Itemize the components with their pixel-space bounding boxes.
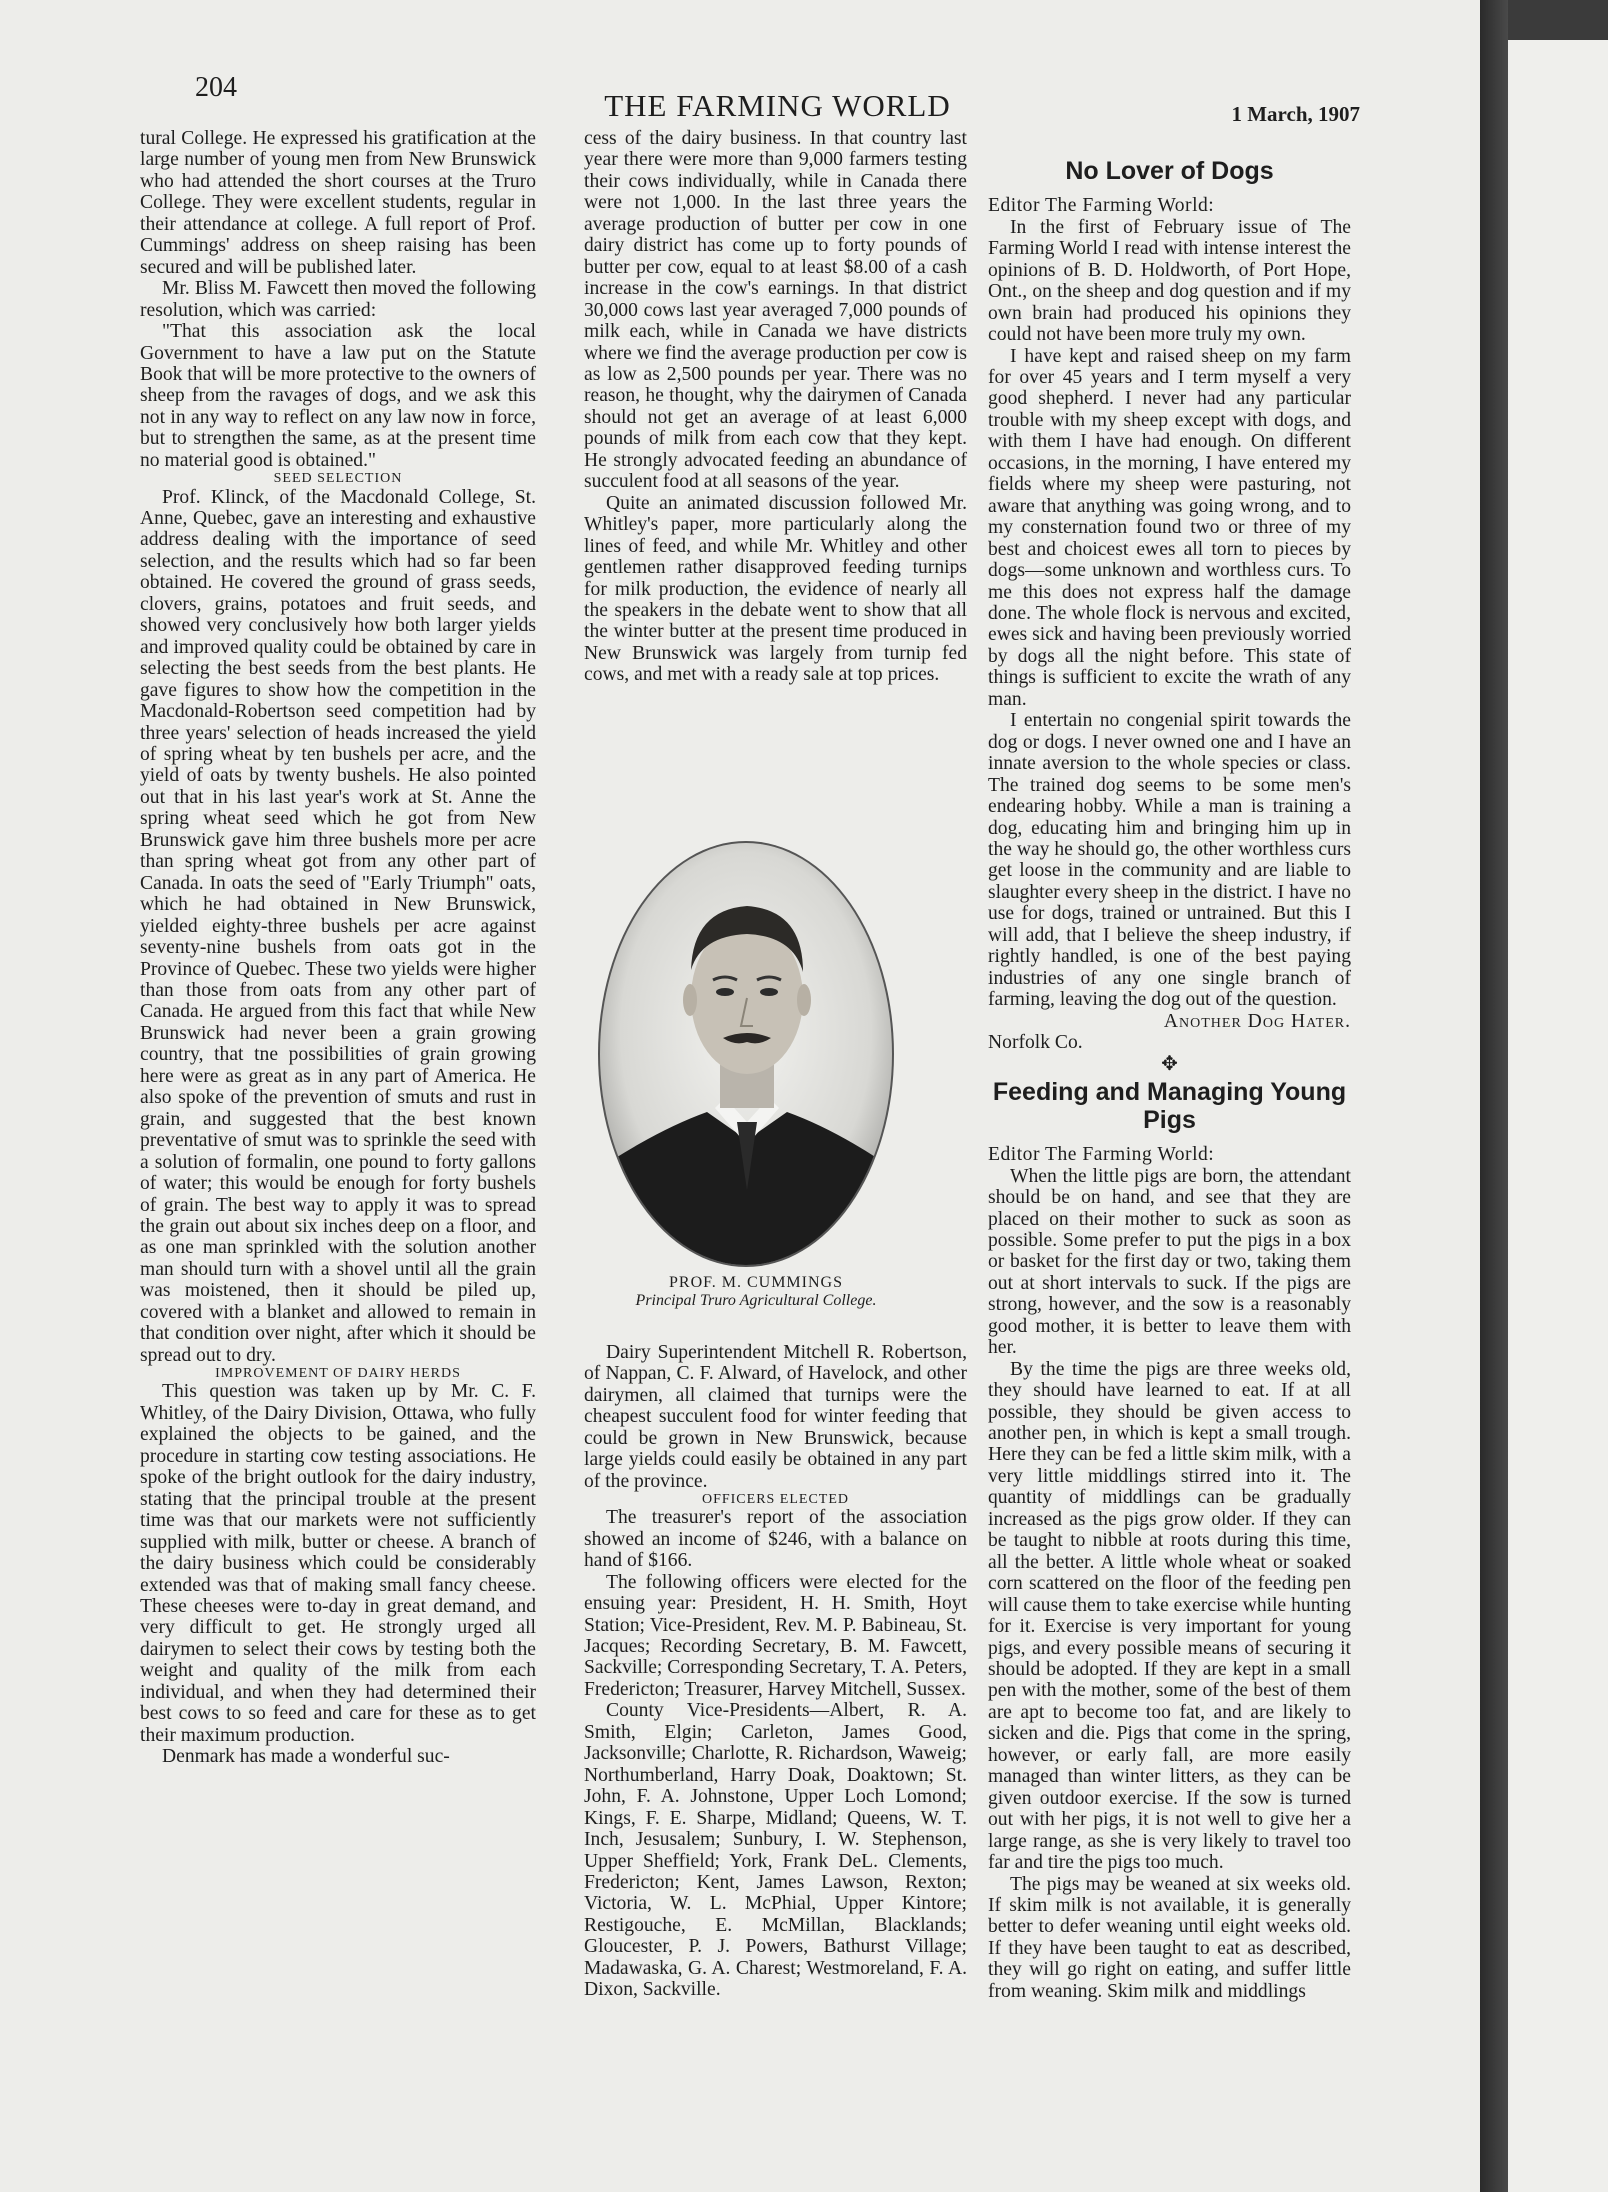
binding-gutter [1480,0,1508,2192]
paragraph: Denmark has made a wonderful suc- [162,1746,450,1768]
editor-salutation: Editor The Farming World: [988,195,1215,217]
section-heading-seed-selection: SEED SELECTION [273,471,403,487]
paragraph: This question was taken up by Mr. C. F. Whitley, of the Dairy Division, Ottawa, who fully explained the objects to be gained, and the procedure in starting cow testing associations. He spoke of the bright outlook for the dairy industry, stating that the principal trouble at the present time was that our markets were not sufficiently supplied with milk, butter or cheese. A branch of the dairy business which could be considerably extended was that of making small fancy cheese. These cheeses were to-day in great demand, and very difficult to get. He strongly urged all dairymen to select their cows by testing both the weight and quality of the milk from each individual, and when they had determined their best cows to so feed and care for these as to get their maximum production. [140,1381,536,1746]
resolution-quote: "That this association ask the local Government to have a law put on the Statute Book that will be more protective to the owners of sheep from the ravages of dogs, and we ask this not in any way to reflect on any law now in force, but to strengthen the same, as at the present time no material good is obtained." [140,321,536,471]
ornament-divider: ✥ [1161,1052,1178,1075]
article-title-feeding-pigs: Feeding and Managing Young Pigs [992,1078,1347,1134]
paragraph: I have kept and raised sheep on my farm for over 45 years and I term myself a very good shepherd. I never had any particular trouble with my sheep except with dogs, and with them I have had enough. On different occasions, in the morning, I have entered my fields where my sheep were pasturing, not aware that anything was going wrong, and to my consternation found two or three of my best and choicest ewes all torn to pieces by dogs—some unknown and worthless curs. To me this does not express half the damage done. The whole flock is nervous and excited, ewes sick and having been previously worried by dogs all the night before. This state of things is sufficient to excite the wrath of any man. [988,345,1351,710]
letter-signature-place: Norfolk Co. [988,1032,1083,1054]
paragraph: The pigs may be weaned at six weeks old. If skim milk is not available, it is generally better to defer weaning until eight weeks old. If they have been taught to eat as described, they will go right on eating, and suffer little from weaning. Skim milk and middlings [988,1873,1351,2002]
left-column [140,128,536,1768]
article-title-no-lover-of-dogs: No Lover of Dogs [1065,157,1274,185]
paragraph: The following officers were elected for the ensuing year: President, H. H. Smith, Hoyt Station; Vice-President, Rev. M. P. Babineau, St. Jacques; Recording Secretary, B. M. Fawcett, Sackville; Corresponding Secretary, T. A. Peters, Fredericton; Treasurer, Harvey Mitchell, Sussex. [584,1571,967,1700]
paragraph: Dairy Superintendent Mitchell R. Robertson, of Nappan, C. F. Alward, of Havelock, and other dairymen, all claimed that turnips were the cheapest succulent food for winter feeding that could be grown in New Brunswick, because large yields could easily be obtained in any part of the province. [584,1341,967,1492]
paragraph: tural College. He expressed his gratification at the large number of young men from New Brunswick who had attended the short courses at the Truro College. They were excellent students, regular in their attendance at college. A full report of Prof. Cummings' address on sheep raising has been secured and will be published later. [140,128,536,278]
section-heading-officers-elected: OFFICERS ELECTED [701,1491,850,1507]
caption-role: Principal Truro Agricultural College. [635,1292,877,1309]
editor-salutation: Editor The Farming World: [988,1144,1215,1166]
journal-title: THE FARMING WORLD [604,88,951,123]
paragraph: In the first of February issue of The Farming World I read with intense interest the opinions of B. D. Holdworth, of Port Hope, Ont., on the sheep and dog question and if my own brain had produced his opinions they could not have been more truly my own. [988,216,1351,346]
facing-page-edge [1508,40,1608,2192]
page-number: 204 [195,72,237,103]
portrait-caption [560,1274,952,1310]
issue-date: 1 March, 1907 [1231,102,1360,126]
paragraph: By the time the pigs are three weeks old, they should have learned to eat. If at all possible, they should be given access to another pen, in which is kept a small trough. Here they can be fed a little skim milk, with a very little middlings stirred into it. The quantity of middlings can be gradually increased as the pigs grow older. If they can be taught to nibble at roots during this time, all the better. A little whole wheat or soaked corn scattered on the floor of the feeding pen will cause them to take exercise while hunting for it. Exercise is very important for young pigs, and every possible means of securing it should be adopted. If they are kept in a small pen with the mother, some of the best of them are apt to become too fat, and are likely to sicken and die. Pigs that come in the spring, however, or early fall, are more easily managed than winter litters, as they can be given outdoor exercise. If the sow is turned out with her pigs, it is not well to give her a large range, as she is very likely to travel too far and tire the pigs too much. [988,1358,1351,1874]
right-column [988,128,1351,2002]
paragraph: Mr. Bliss M. Fawcett then moved the following resolution, which was carried: [140,278,536,321]
caption-name: PROF. M. CUMMINGS [669,1274,843,1291]
portrait-photo [597,840,895,1268]
paragraph: Quite an animated discussion followed Mr. Whitley's paper, more particularly along the lines of feed, and while Mr. Whitley and other gentlemen rather disapproved feeding turnips for milk production, the evidence of nearly all the speakers in the debate went to show that all the winter butter at the present time produced in New Brunswick was largely from turnip fed cows, and met with a ready sale at top prices. [584,492,967,686]
paragraph: Prof. Klinck, of the Macdonald College, St. Anne, Quebec, gave an interesting and exhaustive address dealing with the importance of seed selection, and the results which had so far been obtained. He covered the ground of grass seeds, clovers, grains, potatoes and fruit seeds, and showed very conclusively how both larger yields and improved quality could be obtained by care in selecting the best seeds from the best plants. He gave figures to show how the competition in the Macdonald-Robertson seed competition had by three years' selection of heads increased the yield of spring wheat by ten bushels per acre, and the yield of oats by twenty bushels. He also pointed out that in his last year's work at St. Anne the spring wheat seed which he got from New Brunswick gave him three bushels more per acre than spring wheat got from any other part of Canada. In oats the seed of "Early Triumph" oats, which he had obtained in New Brunswick, yielded eighty-three bushels per acre against seventy-nine bushels from oats got in the Province of Quebec. These two yields were higher than those from oats from any other part of Canada. He argued from this fact that while New Brunswick had never been a grain growing country, that tne possibilities of grain growing here were as great as in any part of America. He also spoke of the prevention of smuts and rust in grain, and suggested that the best known preventative of smut was to sprinkle the seed with a solution of formalin, one pound to forty gallons of water; this would be enough for forty bushels of grain. The best way to apply it was to spread the grain out about six inches deep on a floor, and as one man sprinkled with the solution another man should turn with a shovel until all the grain was moistened, then it should be piled up, covered with a blanket and allowed to remain in that condition over night, after which it should be spread out to dry. [140,486,536,1366]
letter-signature: Another Dog Hater. [1163,1010,1351,1032]
paragraph: The treasurer's report of the association showed an income of $246, with a balance on hand of $166. [584,1507,967,1572]
paragraph: County Vice-Presidents—Albert, R. A. Smith, Elgin; Carleton, James Good, Jacksonville; Charlotte, R. Richardson, Waweig; Northumberland, Harry Doak, Doaktown; St. John, F. A. Johnstone, Upper Loch Lomond; Kings, F. E. Sharpe, Midland; Queens, W. T. Inch, Jesusalem; Sunbury, I. W. Stephenson, Upper Sheffield; York, Frank DeL. Clements, Fredericton; Kent, James Lawson, Rexton; Victoria, W. L. McPhial, Upper Kintore; Restigouche, E. McMillan, Blacklands; Gloucester, P. J. Powers, Bathurst Village; Madawaska, G. A. Charest; Westmoreland, F. A. Dixon, Sackville. [584,1700,967,2001]
section-heading-dairy-herds: IMPROVEMENT OF DAIRY HERDS [215,1366,461,1382]
paragraph: cess of the dairy business. In that country last year there were more than 9,000 farmers testing their cows individually, while in Canada there were not 1,000. In the last three years the average production of butter per cow in one dairy district has come up to forty pounds of butter per cow, equal to at least $8.00 of a cash increase in the cow's earnings. In that district 30,000 cows last year averaged 7,000 pounds of milk each, while in Canada we have districts where we find the average production per cow is as low as 2,500 pounds per year. There was no reason, he thought, why the dairymen of Canada should not get an average of at least 6,000 pounds of milk from each cow that they kept. He strongly advocated feeding an abundance of succulent food at all seasons of the year. [584,128,967,493]
page-header [195,72,1360,132]
paragraph: When the little pigs are born, the attendant should be on hand, and see that they are placed on their mother to suck as soon as possible. Some prefer to put the pigs in a box or basket for the first day or two, taking them out at short intervals to suck. If the pigs are strong, however, and the sow is a reasonably good mother, it is better to leave them with her. [988,1165,1351,1359]
paragraph: I entertain no congenial spirit towards the dog or dogs. I never owned one and I have an innate aversion to the whole species or class. The trained dog seems to be some men's endearing hobby. While a man is training a dog, educating him and bringing him up in the way he should go, the other worthless curs get loose in the community and are liable to slaughter every sheep in the district. I have no use for dogs, trained or untrained. But this I will add, that I believe the sheep industry, if rightly handled, is one of the best paying industries of any one single branch of farming, leaving the dog out of the question. [988,710,1351,1011]
